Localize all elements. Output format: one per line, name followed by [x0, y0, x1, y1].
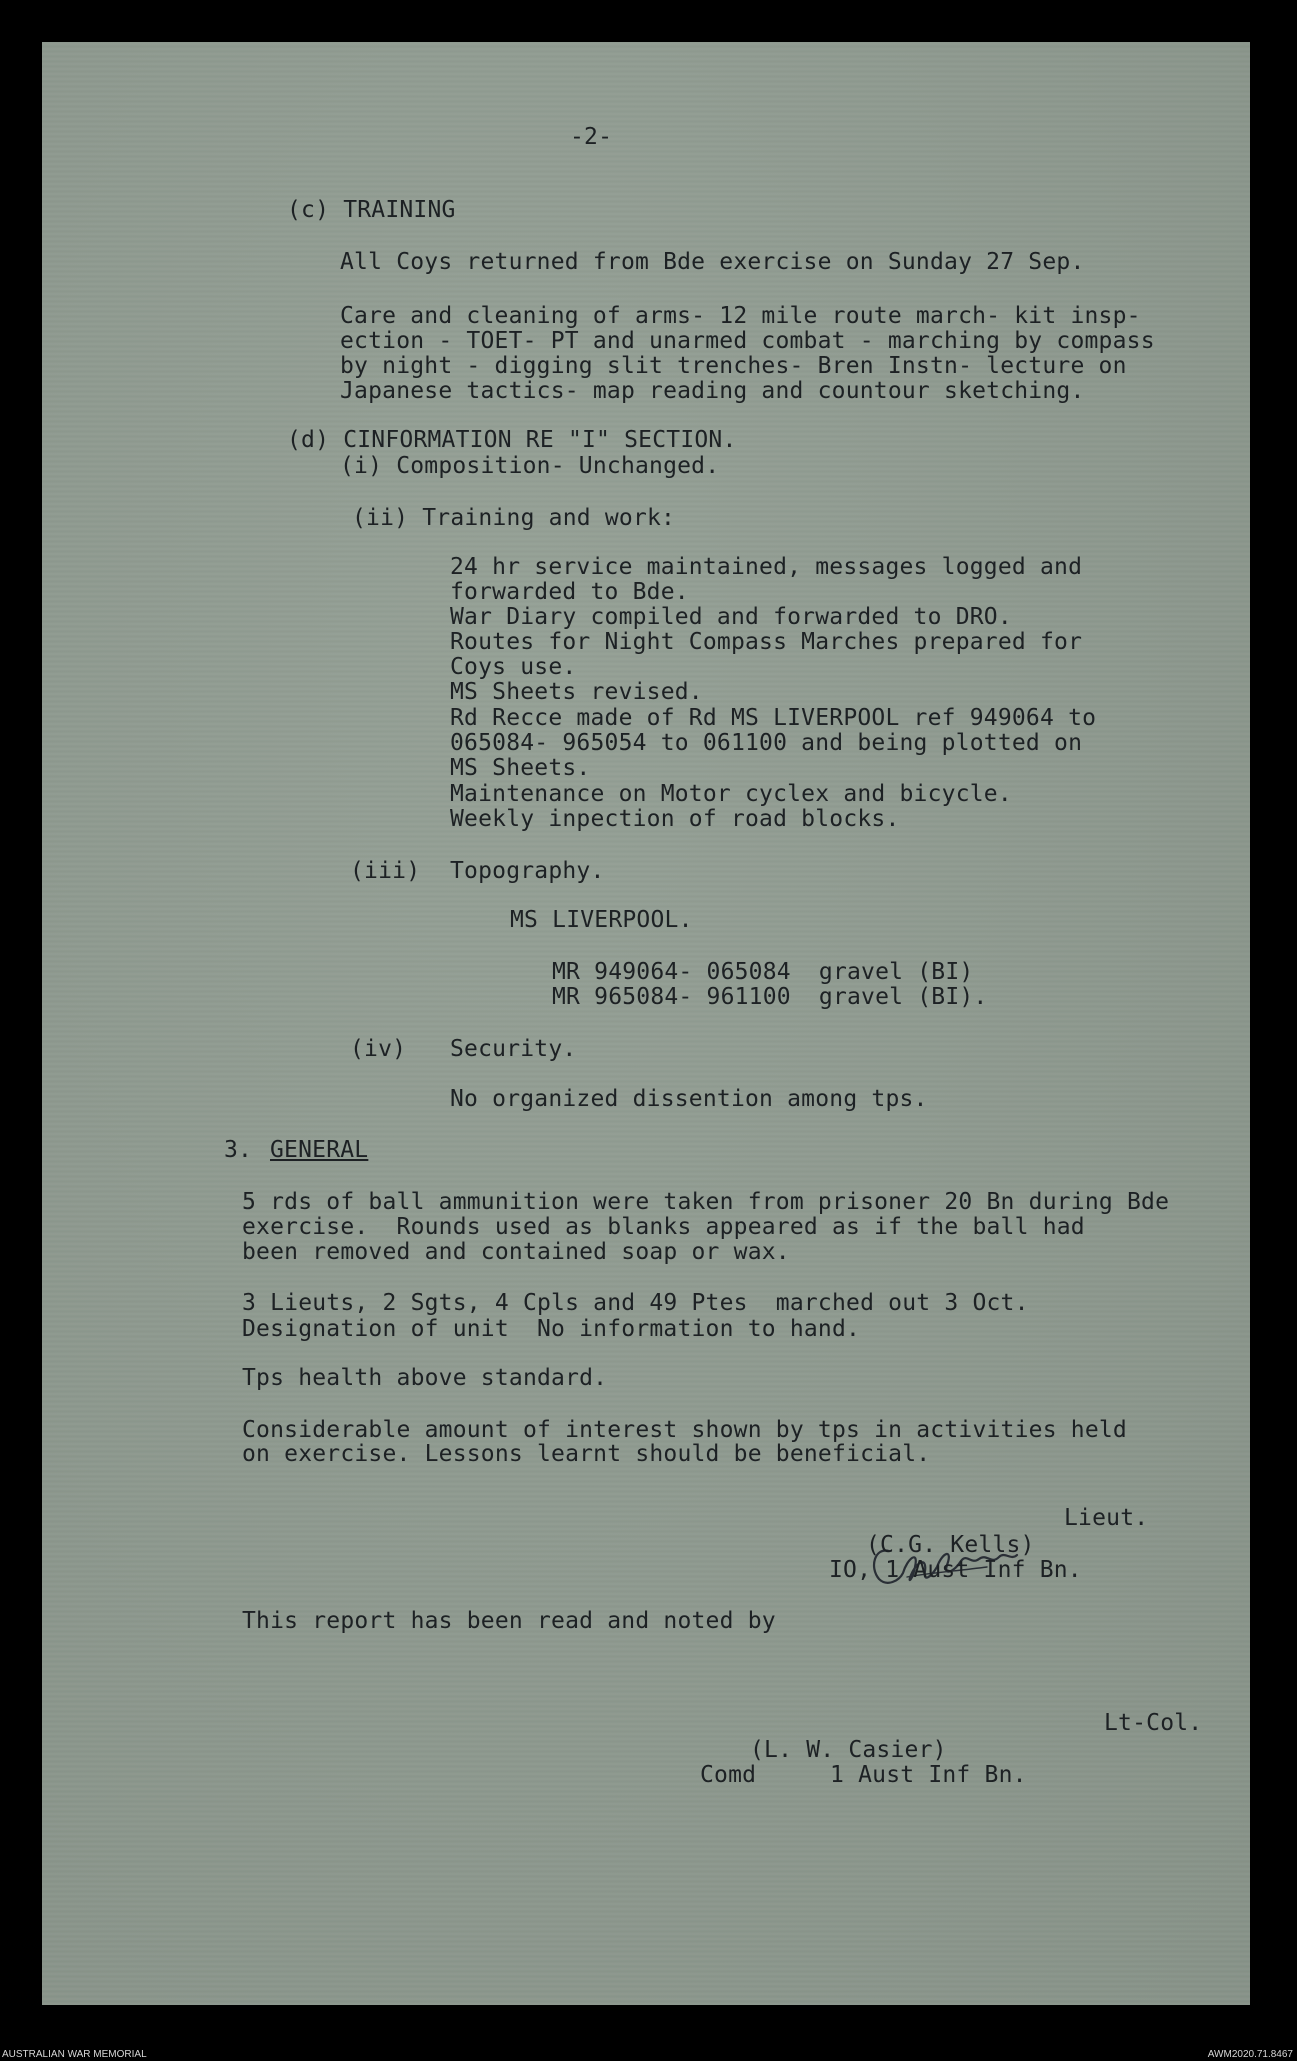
training-line: War Diary compiled and forwarded to DRO. — [450, 604, 1012, 630]
map-ref-line: MR 949064- 065084 gravel (BI) — [552, 959, 974, 985]
section-c-para-line: Japanese tactics- map reading and countour sketching. — [340, 378, 1085, 404]
noted-line: This report has been read and noted by — [242, 1608, 776, 1634]
topography-heading: Topography. — [450, 858, 605, 884]
co-unit: 1 Aust Inf Bn. — [830, 1762, 1027, 1788]
co-rank: Lt-Col. — [1104, 1710, 1203, 1736]
training-work-heading: (ii) Training and work: — [352, 505, 676, 531]
general-para-line: exercise. Rounds used as blanks appeared as if the ball had — [242, 1214, 1085, 1240]
section-c-para-line: Care and cleaning of arms- 12 mile route march- kit insp- — [340, 303, 1141, 329]
section-c-line: All Coys returned from Bde exercise on Sunday 27 Sep. — [340, 249, 1085, 275]
general-para-line: Considerable amount of interest shown by tps in activities held — [242, 1417, 1127, 1443]
map-ref-line: MR 965084- 961100 gravel (BI). — [552, 984, 988, 1010]
general-para-line: been removed and contained soap or wax. — [242, 1239, 790, 1265]
footer-right: AWM2020.71.8467 — [1207, 2049, 1293, 2060]
signatory-name: (C.G. Kells) — [866, 1532, 1035, 1558]
general-para-line: on exercise. Lessons learnt should be beneficial. — [242, 1441, 931, 1467]
co-name: (L. W. Casier) — [750, 1737, 947, 1763]
training-line: Maintenance on Motor cyclex and bicycle. — [450, 781, 1012, 807]
signatory-rank: Lieut. — [1064, 1505, 1149, 1531]
document-page — [42, 42, 1250, 2005]
general-para-line: 3 Lieuts, 2 Sgts, 4 Cpls and 49 Ptes marched out 3 Oct. — [242, 1290, 1029, 1316]
training-line: Weekly inpection of road blocks. — [450, 806, 900, 832]
general-para-line: 5 rds of ball ammunition were taken from prisoner 20 Bn during Bde — [242, 1189, 1170, 1215]
security-number: (iv) — [350, 1036, 407, 1062]
general-para-line: Designation of unit No information to hand. — [242, 1316, 861, 1342]
security-line: No organized dissention among tps. — [450, 1086, 928, 1112]
page-number: -2- — [570, 124, 613, 150]
training-line: 24 hr service maintained, messages logged and — [450, 554, 1083, 580]
co-comd: Comd — [700, 1762, 757, 1788]
training-line: Coys use. — [450, 654, 577, 680]
training-line: Rd Recce made of Rd MS LIVERPOOL ref 949064 to — [450, 705, 1097, 731]
training-line: MS Sheets. — [450, 755, 591, 781]
section-c-para-line: ection - TOET- PT and unarmed combat - marching by compass — [340, 328, 1155, 354]
section-c-heading: (c) TRAINING — [287, 197, 456, 223]
section-d-heading: (d) CINFORMATION RE "I" SECTION. — [287, 427, 737, 453]
general-para-line: Tps health above standard. — [242, 1365, 608, 1391]
footer-left: AUSTRALIAN WAR MEMORIAL — [2, 2049, 147, 2060]
topography-number: (iii) — [350, 858, 421, 884]
security-heading: Security. — [450, 1036, 577, 1062]
signatory-unit: IO, 1 Aust Inf Bn. — [829, 1557, 1082, 1583]
section-c-para-line: by night - digging slit trenches- Bren Instn- lecture on — [340, 353, 1127, 379]
composition-line: (i) Composition- Unchanged. — [340, 453, 720, 479]
training-line: MS Sheets revised. — [450, 679, 703, 705]
training-line: 065084- 965054 to 061100 and being plotted on — [450, 730, 1083, 756]
general-heading: GENERAL — [270, 1137, 369, 1163]
training-line: Routes for Night Compass Marches prepared for — [450, 629, 1083, 655]
ms-liverpool-heading: MS LIVERPOOL. — [510, 907, 693, 933]
general-number: 3. — [224, 1137, 253, 1163]
training-line: forwarded to Bde. — [450, 579, 689, 605]
